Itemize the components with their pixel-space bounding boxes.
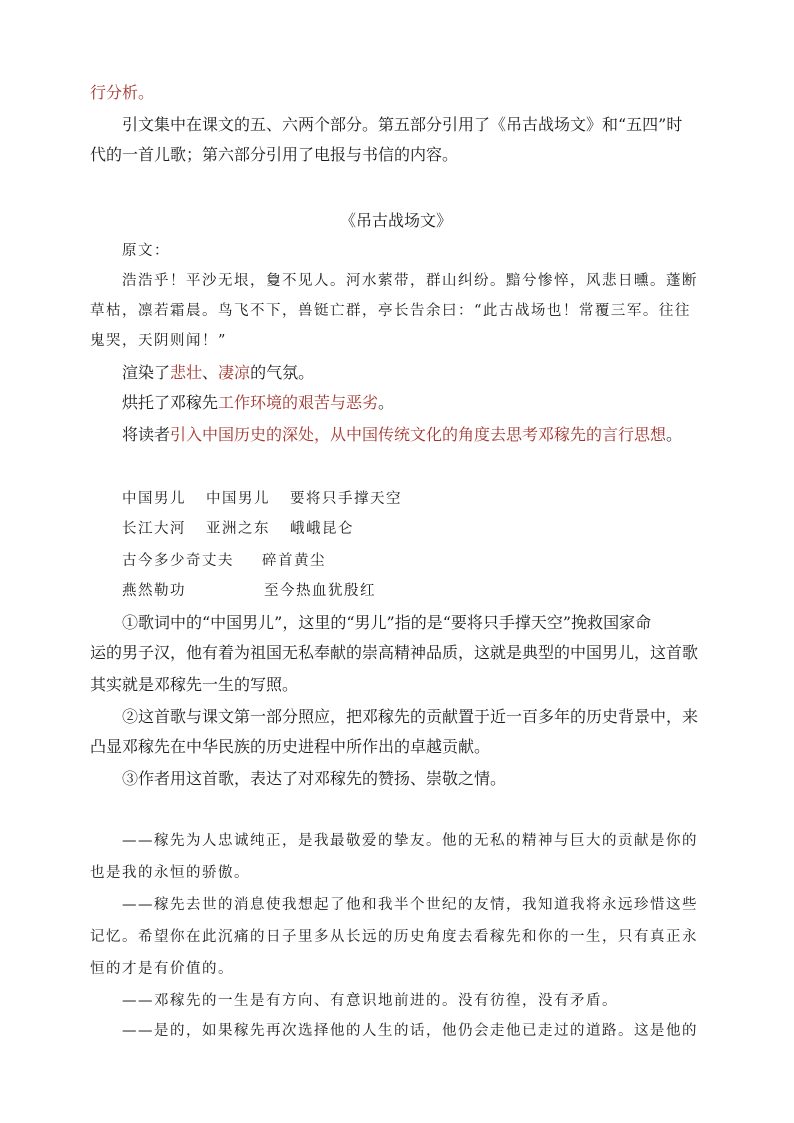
quote-line-3: 鬼哭，天阴则闻！”	[90, 333, 227, 349]
song-line-1	[122, 486, 734, 512]
letter-2-line-1: ——稼先去世的消息使我想起了他和我半个世纪的友情，我知道我将永远珍惜这些	[122, 897, 698, 913]
analysis-2-line-2: 凸显邓稼先在中华民族的历史进程中所作出的卓越贡献。	[90, 737, 491, 756]
letter-4-line-1: ——是的，如果稼先再次选择他的人生的话，他仍会走他已走过的道路。这是他的	[122, 1023, 698, 1039]
song-2b: 亚洲之东	[206, 521, 270, 537]
quote-line-2: 草枯，凛若霜晨。鸟飞不下，兽铤亡群，亭长告余曰：“此古战场也！常覆三军。往往	[90, 303, 691, 319]
note-2	[90, 390, 702, 416]
letter-1-line-2: 也是我的永恒的骄傲。	[90, 865, 250, 881]
song-2a: 长江大河	[122, 521, 186, 537]
letter-2-line-3: 恒的才是有价值的。	[90, 961, 234, 977]
section-title: 《吊古战场文》	[339, 211, 452, 230]
note-2-red: 工作环境的艰苦与恶劣	[218, 393, 379, 412]
song-1b: 中国男儿	[206, 491, 270, 507]
note-1-red-2: 凄凉	[218, 363, 251, 382]
analysis-2-line-1: ②这首歌与课文第一部分照应，把邓稼先的贡献置于近一百多年的历史背景中，来	[122, 707, 699, 726]
song-line-3	[122, 548, 734, 574]
intro-line-1: 引文集中在课文的五、六两个部分。第五部分引用了《吊古战场文》和“五四”时	[122, 115, 683, 134]
song-4a: 燕然勒功	[122, 583, 186, 599]
analysis-1-line-2: 运的男子汉，他有着为祖国无私奉献的崇高精神品质，这就是典型的中国男儿，这首歌	[90, 643, 699, 662]
song-line-4	[122, 578, 734, 604]
song-3b: 碎首黄尘	[262, 553, 326, 569]
letter-1-line-1: ——稼先为人忠诚纯正，是我最敬爱的挚友。他的无私的精神与巨大的贡献是你的	[122, 833, 698, 849]
quote-line-1: 浩浩乎！平沙无垠，敻不见人。河水萦带，群山纠纷。黯兮惨悴，风悲日曛。蓬断	[122, 273, 698, 289]
note-1	[90, 360, 702, 386]
intro-line-0: 行分析。	[90, 83, 155, 102]
note-1-post: 的气氛。	[250, 363, 315, 382]
song-1c: 要将只手撑天空	[290, 491, 402, 507]
note-2-pre: 烘托了邓稼先	[122, 393, 219, 412]
note-1-sep: 、	[202, 363, 219, 382]
analysis-1-line-3: 其实就是邓稼先一生的写照。	[90, 675, 299, 694]
analysis-3-line-1: ③作者用这首歌，表达了对邓稼先的赞扬、崇敬之情。	[122, 769, 507, 788]
letter-2-line-2: 记忆。希望你在此沉痛的日子里多从长远的历史角度去看稼先和你的一生，只有真正永	[90, 929, 698, 945]
song-3a: 古今多少奇丈夫	[122, 553, 234, 569]
song-1a: 中国男儿	[122, 491, 186, 507]
note-3-pre: 将读者	[122, 425, 171, 444]
note-3	[90, 422, 702, 448]
note-1-pre: 渲染了	[122, 363, 171, 382]
analysis-1-line-1: ①歌词中的“中国男儿”，这里的“男儿”指的是“要将只手撑天空”挽救国家命	[122, 613, 652, 632]
letter-3-line-1: ——邓稼先的一生是有方向、有意识地前进的。没有彷徨，没有矛盾。	[122, 993, 618, 1009]
note-3-post: 。	[666, 425, 683, 444]
original-label: 原文：	[122, 243, 170, 259]
song-4b: 至今热血犹殷红	[264, 583, 376, 599]
note-3-red: 引入中国历史的深处，从中国传统文化的角度去思考邓稼先的言行思想	[170, 425, 667, 444]
song-2c: 峨峨昆仑	[290, 521, 354, 537]
note-1-red-1: 悲壮	[170, 363, 203, 382]
note-2-post: 。	[378, 393, 395, 412]
intro-line-2: 代的一首儿歌；第六部分引用了电报与书信的内容。	[90, 145, 459, 164]
song-line-2	[122, 516, 734, 542]
